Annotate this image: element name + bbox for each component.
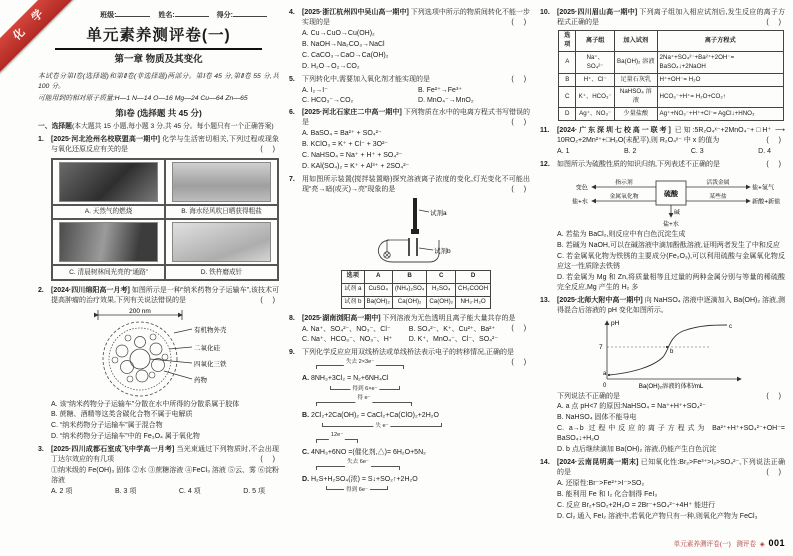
table-row: A Na⁺、SO₄²⁻ Ba(OH)₂ 溶液 2Na⁺+SO₄²⁻+Ba²⁺+2OH⁻= BaSO₄↓+2NaOH [559, 52, 784, 74]
nano-carrier-diagram [70, 307, 260, 399]
question-13-lead: 下列说法不正确的是 ( ) [557, 392, 786, 400]
diagram-label-drug: 药物 [194, 376, 207, 384]
option-a: A. Na⁺、SO₄²⁻、NO₃⁻、Cl⁻ [302, 326, 391, 334]
graph-xlabel: Ba(OH)₂溶液的体积/mL [638, 382, 704, 390]
graph-origin: 0 [603, 382, 607, 389]
question-number: 10. [540, 9, 550, 16]
answer-bracket: ( ) [766, 161, 786, 169]
question-stem: 下列化学反应应用双线桥法或单线桥法表示电子的转移情况,正确的是 ( ) [302, 349, 531, 367]
question-stem: [2024·广东深圳七校高一联考] 已知:5R₂O₄ˣ⁻+2MnO₄⁻+□H⁺ ⟶ 10RO₂+2Mn²⁺+□H₂O(未配平),则 R₂O₄ˣ⁻ 中 x 的值为 ( ) [557, 127, 786, 145]
option-d: D. 5 项 [243, 488, 265, 496]
option-c: C. 4 项 [178, 488, 201, 496]
option-a: A. 若盐为 BaCl₂,则反应中有白色沉淀生成 [557, 231, 686, 238]
answer-bracket: ( ) [260, 145, 280, 153]
option-c: C. a→b 过程中反应的离子方程式为 Ba²⁺+H⁺+SO₄²⁻+OH⁻= BaSO₄↓+H₂O [557, 425, 786, 443]
electron-bridge-bottom: 得到 6×e⁻ [330, 386, 400, 390]
flow-rb-res: 新酸+新盐 [752, 198, 781, 206]
question-stem: 下列转化中,需要加入氧化剂才能实现的是 ( ) [302, 75, 531, 83]
question-stem: [2025·浙江杭州四中吴山高一期中] 下列选项中所示的物质间转化不能一步实现的是 ( ) [302, 9, 531, 26]
electron-bridge-top: 得 e⁻ [316, 402, 412, 406]
question-4 [289, 8, 530, 72]
question-10-table: 选项 离子组 加入试剂 离子方程式 A Na⁺、SO₄²⁻ Ba(OH)₂ 溶液 2Na⁺+SO₄²⁻+Ba²⁺+2OH⁻= BaSO₄↓+2NaOH B H⁺、Cl⁻ 足量石灰乳 H⁺+OH⁻= H₂O C K⁺、HCO₃⁻ NaHSO₄ 溶液 HCO₃⁻+H⁺= H₂O+CO₂↑ D Ag⁺、NO₃⁻ 少量盐酸 Ag⁺+NO₃⁻+H⁺+Cl⁻= AgCl↓+HNO₃ [558, 30, 784, 121]
option-d: D. 若金属为 Mg 和 Zn,将质量相等且过量的两种金属分别与等量的稀硫酸完全反应,Mg 产生的 H₂ 多 [557, 273, 786, 291]
photo-placeholder [172, 222, 270, 262]
option-d: D. KAl(SO₄)₂ = K⁺ + Al³⁺ + 2SO₄²⁻ [302, 163, 410, 171]
option-d: D. 4 [758, 148, 771, 156]
question-7 [289, 175, 530, 311]
photo-placeholder [59, 162, 157, 202]
question-12 [540, 160, 785, 293]
graph-point-a: a [603, 370, 607, 377]
reagent-b-label: 试剂b [434, 247, 451, 255]
answer-bracket: ( ) [511, 119, 531, 127]
flow-rt-via: 活泼金属 [706, 180, 730, 186]
column-right [540, 8, 785, 550]
option-a: A. 该“纳米药物分子运输车”分散在水中所得的分散系属于胶体 [51, 400, 240, 408]
flow-center: 硫酸 [664, 191, 679, 198]
subject-label: 化 学 [11, 3, 51, 43]
class-label: 班级: [100, 12, 117, 19]
name-label: 姓名: [158, 12, 175, 19]
scale-label: 200 nm [129, 307, 151, 315]
question-13 [540, 296, 785, 456]
question-number: 7. [289, 176, 295, 184]
question-3-items: ①纳米级的 Fe(OH)₃ 固体 ②水 ③蔗糖溶液 ④FeCl₃ 溶液 ⑤云、雾 ⑥淀粉溶液 [51, 467, 280, 485]
image-caption-a: A. 天然气的燃烧 [52, 205, 165, 219]
graph-point-b: b [670, 348, 674, 355]
flow-lt-res: 变色 [575, 184, 589, 192]
question-1 [38, 135, 279, 283]
question-14 [540, 458, 785, 522]
part-1-instructions: 一、选择题(本大题共 15 小题,每小题 3 分,共 45 分。每小题只有一个正确答案) [38, 123, 274, 131]
question-stem: [2025·四川成都石室成飞中学高一月考] 当光束通过下列物质时,不会出现丁达尔效应的有几项 ( ) [51, 446, 280, 464]
question-stem: 用如图所示装置(搅拌装置略)探究溶液离子浓度的变化,灯光变化不可能出现“亮→暗(或灭)→亮”现象的是 ( ) [302, 176, 531, 193]
option-a: A. Cu→CuO→Cu(OH)₂ [302, 29, 375, 37]
diagram-label-silica: 二氧化硅 [194, 344, 220, 352]
flow-lb-via: 金属氧化物 [609, 194, 639, 200]
chapter-subtitle: 第一章 物质及其变化 [114, 53, 203, 65]
question-number: 11. [540, 127, 550, 135]
question-number: 4. [289, 9, 295, 16]
option-c: C. 若金属氧化物为铁锈的主要成分(Fe₂O₃),可以利用硫酸与金属氧化物反应这一性质除去铁锈 [557, 252, 786, 270]
question-number: 8. [289, 315, 295, 323]
question-number: 14. [540, 459, 550, 467]
option-c: C. CaCO₃→CaO→Ca(OH)₂ [302, 51, 389, 59]
option-c-bridge: 12e⁻ C. 4NH₃+6NO =(催化剂,△)= 6H₂O+5N₂ [302, 432, 426, 456]
question-1-image-grid [51, 158, 279, 281]
table-row: B H⁺、Cl⁻ 足量石灰乳 H⁺+OH⁻= H₂O [559, 74, 784, 87]
answer-bracket: ( ) [511, 18, 531, 26]
option-c: C. HCO₃⁻→CO₂ [302, 96, 354, 104]
table-row: D Ag⁺、NO₃⁻ 少量盐酸 Ag⁺+NO₃⁻+H⁺+Cl⁻= AgCl↓+HNO₃ [559, 108, 784, 121]
option-d: D. H₂O→O₂→CO₂ [302, 62, 360, 70]
question-number: 5. [289, 75, 295, 83]
option-c: C. “纳米药物分子运输车”属于混合物 [51, 422, 163, 430]
question-stem: [2025·河北沧州名校联盟高一期中] 化学与生活密切相关,下列过程或现象与氧化还原反应有关的是 ( ) [51, 136, 280, 153]
question-number: 13. [540, 296, 550, 304]
option-a: A. I₂→I⁻ [302, 86, 328, 94]
question-9 [289, 348, 530, 501]
answer-bracket: ( ) [260, 456, 280, 464]
exam-intro-1: 本试卷分第Ⅰ卷(选择题)和第Ⅱ卷(非选择题)两部分。第Ⅰ卷 45 分,第Ⅱ卷 55 分,共 100 分。 [38, 73, 280, 91]
option-d: D. b 点后继续滴加 Ba(OH)₂ 溶液,仍能产生白色沉淀 [557, 446, 717, 454]
table-row: 试剂 b Ba(OH)₂ Ca(OH)₂ Ca(OH)₂ NH₃·H₂O [341, 296, 490, 309]
photo-grinding-needle [165, 219, 278, 265]
footer-booklet: 测评卷 [736, 541, 757, 549]
option-c: C. Na⁺、HCO₃⁻、NO₃⁻、H⁺ [302, 336, 393, 344]
question-stem: [2025·湖南浏阳高一期中] 下列溶液为无色透明且离子能大量共存的是 ( ) [302, 315, 531, 333]
class-blank [116, 10, 150, 17]
question-5 [289, 75, 530, 106]
question-stem: [2024·云南昆明高一期末] 已知氧化性:Br₂>Fe³⁺>I₂>SO₄²⁻,下列说法正确的是 ( ) [557, 459, 786, 477]
page-title: 单元素养测评卷(一) [55, 25, 262, 50]
image-caption-c: C. 清晨树林间光亮的“通路” [52, 265, 165, 279]
option-c: C. NaHSO₄ = Na⁺ + H⁺ + SO₄²⁻ [302, 152, 403, 160]
question-6 [289, 108, 530, 172]
question-11 [540, 126, 785, 157]
option-b-bridge: 得 e⁻ B. 2Cl₂+2Ca(OH)₂ = CaCl₂+Ca(ClO)₂+2H₂O 失 e⁻ [302, 401, 530, 431]
question-number: 12. [540, 161, 550, 169]
electron-bridge-top: 失去 2×3e⁻ [316, 365, 404, 369]
score-blank [233, 10, 267, 17]
conductivity-apparatus-diagram [341, 196, 491, 268]
answer-bracket: ( ) [766, 469, 786, 477]
question-number: 1. [38, 136, 44, 144]
exam-intro-2: 可能用到的相对原子质量:H—1 N—14 O—16 Mg—24 Cu—64 Zn—65 [38, 94, 248, 102]
score-label: 得分: [216, 12, 234, 19]
option-c: C. 3 [690, 148, 704, 156]
electron-bridge-top: 12e⁻ [316, 439, 358, 443]
table-row: C K⁺、HCO₃⁻ NaHSO₄ 溶液 HCO₃⁻+H⁺= H₂O+CO₂↑ [559, 86, 784, 108]
question-3-options [51, 487, 279, 497]
answer-bracket: ( ) [511, 186, 531, 193]
question-3 [38, 445, 279, 497]
electron-bridge-top: 失去 6e⁻ [316, 466, 400, 470]
question-8-options [302, 325, 511, 345]
page-footer [540, 537, 785, 550]
graph-ylabel: pH [611, 319, 620, 327]
sulfuric-acid-property-flowchart [558, 171, 784, 229]
answer-bracket: ( ) [511, 325, 531, 333]
option-b: B. 3 项 [114, 488, 137, 496]
option-d: D. “纳米药物分子运输车”中的 Fe₃O₄ 属于氧化物 [51, 433, 200, 441]
question-stem: [2025·河北石家庄二中高一期中] 下列物质在水中的电离方程式书写错误的是 ( ) [302, 109, 531, 127]
image-caption-b: B. 海水经风吹日晒获得粗盐 [165, 205, 278, 219]
option-b: B. KClO₃ = K⁺ + Cl⁻ + 3O²⁻ [302, 141, 389, 149]
option-c: C. 反应 Br₂+SO₂+2H₂O = 2Br⁻+SO₄²⁻+4H⁺ 能进行 [557, 501, 716, 509]
photo-salt-pans [165, 159, 278, 205]
option-b: B. SO₄²⁻、K⁺、Cu²⁺、Ba²⁺ [408, 326, 496, 334]
option-b: B. 2 [623, 148, 637, 156]
table-row: 试剂 a CuSO₄ (NH₄)₂SO₄ H₂SO₄ CH₃COOH [341, 283, 490, 296]
footer-title: 单元素养测评卷(一) [673, 541, 731, 549]
question-10 [540, 8, 785, 123]
question-7-table: 选项 A B C D 试剂 a CuSO₄ (NH₄)₂SO₄ H₂SO₄ CH₃COOH 试剂 b Ba(OH)₂ Ca(OH)₂ Ca(OH)₂ NH₃·H₂O [341, 270, 491, 309]
question-stem: [2025·四川眉山高一期中] 下列离子组加入相应试剂后,发生反应的离子方程式正确的是 ( ) [557, 9, 786, 26]
section-1-heading: 第Ⅰ卷 (选择题 共 45 分) [115, 108, 202, 119]
column-left [38, 8, 279, 550]
answer-bracket: ( ) [766, 18, 786, 26]
option-b: B. NaHSO₄ 固体不能导电 [557, 414, 637, 422]
question-number: 2. [38, 286, 44, 294]
name-blank [175, 10, 209, 17]
footer-page-number: 001 [768, 538, 786, 549]
answer-bracket: ( ) [511, 359, 531, 367]
flow-rt-res: 盐+氢气 [752, 184, 775, 192]
question-stem: [2024·四川绵阳高一月考] 如图所示是一种“纳米药物分子运输车”,该技术可提高肿瘤的治疗效果,下列有关说法错误的是 ( ) [51, 286, 280, 304]
column-middle [289, 8, 530, 550]
option-d: D. MnO₄⁻→MnO₂ [418, 96, 474, 104]
photo-placeholder [172, 162, 270, 202]
reagent-a-label: 试剂a [430, 209, 447, 217]
student-info-line [38, 10, 273, 21]
option-a: A. BaSO₄ = Ba²⁺ + SO₄²⁻ [302, 130, 382, 138]
footer-badge-icon: ◈ [759, 541, 765, 549]
option-b: B. 能利用 Fe 和 I₂ 化合制得 FeI₃ [557, 490, 658, 498]
question-5-options [302, 86, 530, 106]
question-number: 9. [289, 349, 295, 357]
option-a: A. a 点 pH<7 的原因:NaHSO₄ = Na⁺+H⁺+SO₄²⁻ [557, 403, 706, 411]
flow-bottom-via: 碱 [674, 210, 680, 216]
option-a-bridge: 失去 2×3e⁻ A. 8NH₃+3Cl₂ = N₂+6NH₄Cl 得到 6×e⁻ [302, 364, 530, 394]
answer-bracket: ( ) [766, 392, 786, 400]
option-a: A. 2 项 [51, 488, 73, 496]
image-caption-d: D. 铁杵磨成针 [165, 265, 278, 279]
question-2 [38, 286, 279, 443]
option-d-bridge: 失去 6e⁻ D. H₂S+H₂SO₄(浓) = S↓+SO₂↑+2H₂O 得到 6e⁻ [302, 459, 418, 493]
question-number: 6. [289, 109, 295, 117]
answer-bracket: ( ) [511, 75, 531, 83]
photo-placeholder [59, 222, 157, 262]
flow-rb-via: 某些盐 [709, 194, 727, 200]
option-b: B. 蔗糖、酒精等这类含碳化合物不属于电解质 [51, 411, 193, 419]
answer-bracket: ( ) [260, 296, 280, 304]
question-stem: 如图所示为硫酸性质的知识归纳,下列表述不正确的是 ( ) [557, 161, 786, 169]
ph-curve-graph [591, 317, 751, 391]
flow-bottom-res: 盐+水 [663, 221, 680, 228]
question-number: 3. [38, 446, 44, 454]
electron-bridge-bottom: 得到 6e⁻ [326, 486, 388, 490]
option-d: D. Cl₂ 通入 FeI₂ 溶液中,若氧化产物只有一种,则氧化产物为 FeCl₃ [557, 512, 758, 520]
graph-ytick-7: 7 [599, 343, 603, 351]
photo-gas-flame [52, 159, 165, 205]
flow-lb-res: 盐+水 [572, 198, 589, 206]
answer-bracket: ( ) [766, 137, 786, 145]
diagram-label-shell: 有机物外壳 [194, 326, 227, 334]
photo-forest-light [52, 219, 165, 265]
diagram-label-fe3o4: 四氧化三铁 [194, 360, 227, 368]
option-a: A. 1 [557, 148, 570, 156]
option-a: A. 还原性:Br⁻>Fe²⁺>I⁻>SO₂ [557, 480, 645, 487]
question-11-options [557, 147, 785, 157]
question-stem: [2025·北师大附中高一期中] 向 NaHSO₄ 溶液中逐滴加入 Ba(OH)₂ 溶液,测得混合后溶液的 pH 变化如图所示。 [557, 296, 786, 314]
flow-lt-via: 指示剂 [615, 180, 633, 186]
electron-bridge-bottom: 失 e⁻ [322, 423, 442, 427]
graph-point-c: c [729, 323, 733, 330]
option-b: B. NaOH→Na₂CO₃→NaCl [302, 40, 385, 48]
option-b: B. 若碱为 NaOH,可以在碱溶液中滴加酚酞溶液,证明两者发生了中和反应 [557, 241, 780, 249]
question-8 [289, 314, 530, 345]
option-b: B. Fe²⁺→Fe³⁺ [418, 86, 462, 94]
option-d: D. K⁺、MnO₄⁻、Cl⁻、SO₄²⁻ [408, 336, 499, 344]
